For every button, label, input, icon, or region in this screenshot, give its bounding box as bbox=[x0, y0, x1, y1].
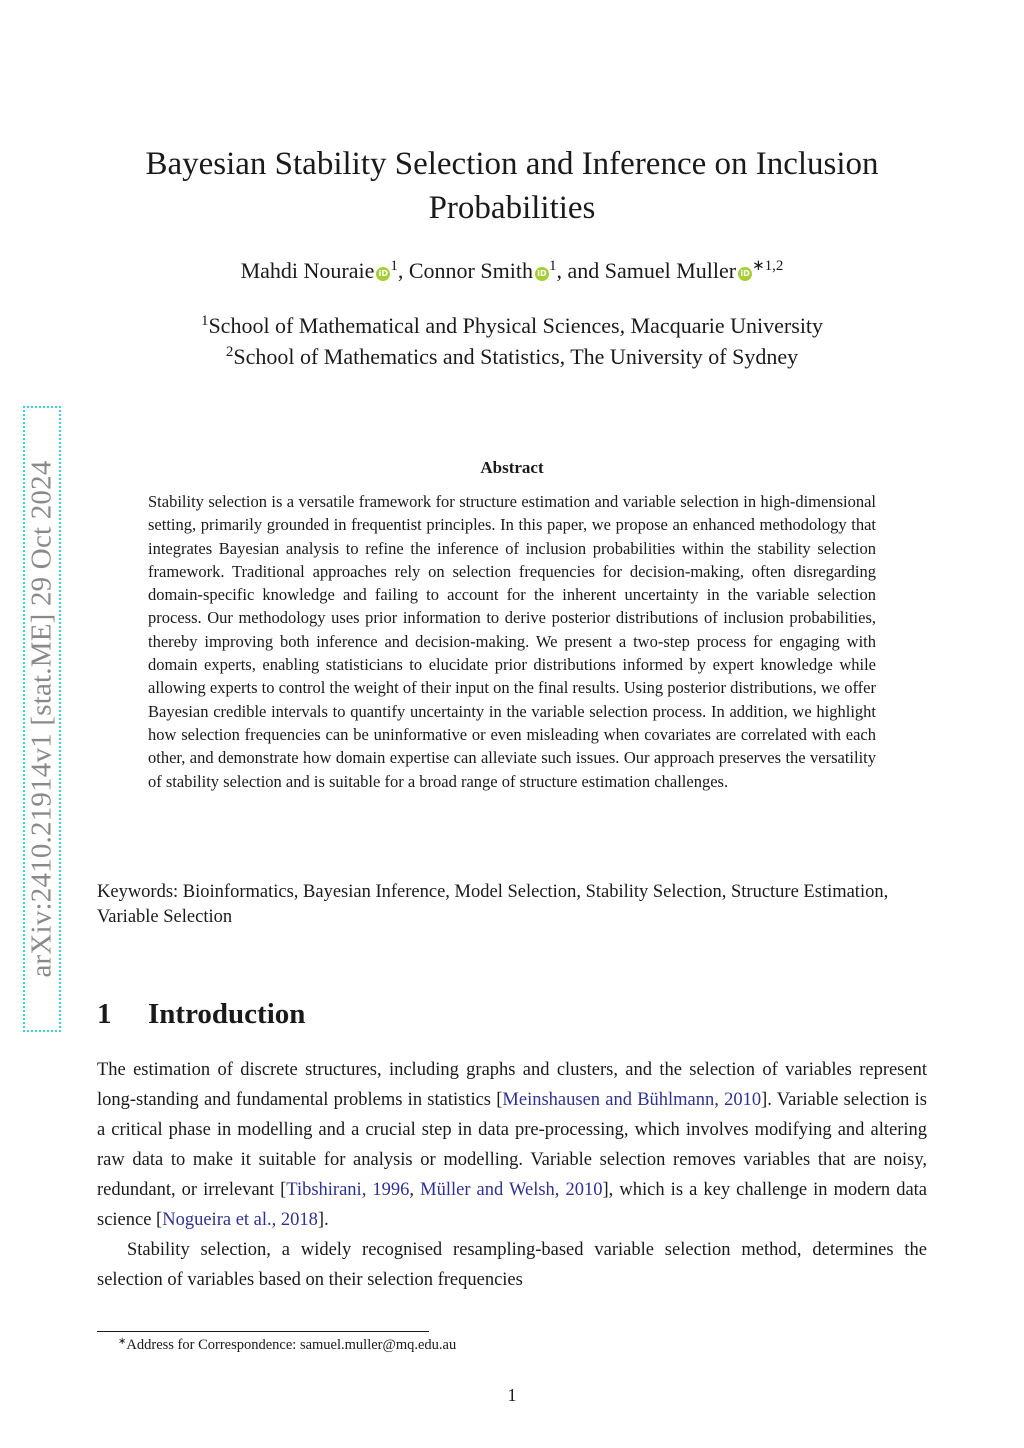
footnote bbox=[118, 1336, 918, 1354]
paper-title bbox=[100, 142, 924, 230]
paragraph-text: ], which is a key challenge in modern data science [ bbox=[97, 1180, 928, 1230]
author-name: Samuel Muller bbox=[604, 258, 737, 283]
affiliation-text: School of Mathematical and Physical Sciences, Macquarie University bbox=[208, 313, 824, 338]
affiliations bbox=[100, 310, 924, 372]
author-affiliation-mark: 1 bbox=[548, 258, 557, 274]
author-separator: , bbox=[397, 258, 409, 283]
paragraph-text: ]. bbox=[317, 1210, 329, 1230]
paragraph-text: ]. Variable selection is a critical phase in modelling and a crucial step in data pre-processing, which involves modifying and altering raw data to make it suitable for analysis or modelling. Variable selection removes variables that are noisy, redundant, or irrelevant [ bbox=[97, 1090, 927, 1200]
author-affiliation-mark: ∗1,2 bbox=[752, 258, 784, 274]
orcid-icon[interactable]: iD bbox=[535, 267, 549, 281]
affiliation-mark: 2 bbox=[225, 344, 234, 360]
affiliation-1 bbox=[100, 310, 924, 341]
arxiv-sidebar-stamp bbox=[23, 406, 61, 1032]
abstract-text: Stability selection is a versatile framework for structure estimation and variable selection in high-dimensional setting, primarily grounded in frequentist principles. In this paper, we propose an enhanced methodology that integrates Bayesian analysis to refine the inference of inclusion probabilities within the stability selection framework. Traditional approaches rely on selection frequencies for decision-making, often disregarding domain-specific knowledge and failing to account for the inherent uncertainty in the variable selection process. Our methodology uses prior information to derive posterior distributions of inclusion probabilities, thereby improving both inference and decision-making. We present a two-step process for engaging with domain experts, enabling statisticians to elucidate prior distributions informed by expert knowledge while allowing experts to control the weight of their input on the final results. Using posterior distributions, we offer Bayesian credible intervals to quantify uncertainty in the variable selection process. In addition, we highlight how selection frequencies can be uninformative or even misleading when covariates are correlated with each other, and demonstrate how domain expertise can alleviate such issues. Our approach preserves the versatility of stability selection and is suitable for a broad range of structure estimation challenges. bbox=[148, 492, 876, 791]
title-line-1: Bayesian Stability Selection and Inference on Inclusion bbox=[145, 146, 879, 182]
author-affiliation-mark: 1 bbox=[390, 258, 398, 274]
introduction-body bbox=[97, 1055, 927, 1295]
paragraph: Stability selection, a widely recognised resampling-based variable selection method, determines the selection of variables based on their selection frequencies bbox=[97, 1240, 927, 1290]
author-name: Mahdi Nouraie bbox=[240, 258, 375, 283]
affiliation-text: School of Mathematics and Statistics, The University of Sydney bbox=[233, 344, 799, 369]
author-list bbox=[100, 256, 924, 286]
paragraph-text: , bbox=[409, 1180, 421, 1200]
paragraph-text: The estimation of discrete structures, including graphs and clusters, and the selection of variables represent long-standing and fundamental problems in statistics [ bbox=[97, 1060, 927, 1110]
footnote-mark: ∗ bbox=[118, 1336, 127, 1347]
citation-link[interactable]: Tibshirani, 1996 bbox=[286, 1180, 410, 1200]
page-number: 1 bbox=[507, 1385, 517, 1405]
citation-link[interactable]: Meinshausen and Bühlmann, 2010 bbox=[502, 1090, 762, 1110]
citation-link[interactable]: Müller and Welsh, 2010 bbox=[420, 1180, 603, 1200]
abstract-heading: Abstract bbox=[480, 458, 544, 477]
orcid-icon[interactable]: iD bbox=[738, 267, 752, 281]
citation-link[interactable]: Nogueira et al., 2018 bbox=[162, 1210, 318, 1230]
arxiv-identifier[interactable]: arXiv:2410.21914v1 [stat.ME] 29 Oct 2024 bbox=[25, 460, 58, 978]
author-name: Connor Smith bbox=[408, 258, 533, 283]
orcid-icon[interactable]: iD bbox=[376, 267, 390, 281]
section-heading bbox=[97, 998, 927, 1031]
footnote-text: Address for Correspondence: samuel.muller@mq.edu.au bbox=[126, 1337, 457, 1353]
section-number: 1 bbox=[97, 998, 112, 1030]
section-title: Introduction bbox=[148, 998, 306, 1030]
paragraph bbox=[97, 1055, 927, 1235]
affiliation-2 bbox=[100, 341, 924, 372]
author-separator: , and bbox=[556, 258, 605, 283]
footnote-divider bbox=[97, 1331, 429, 1332]
affiliation-mark: 1 bbox=[200, 313, 209, 329]
keywords: Keywords: Bioinformatics, Bayesian Inference, Model Selection, Stability Selection, Structure Estimation, Variable Selection bbox=[97, 882, 889, 927]
title-line-2: Probabilities bbox=[428, 190, 596, 226]
